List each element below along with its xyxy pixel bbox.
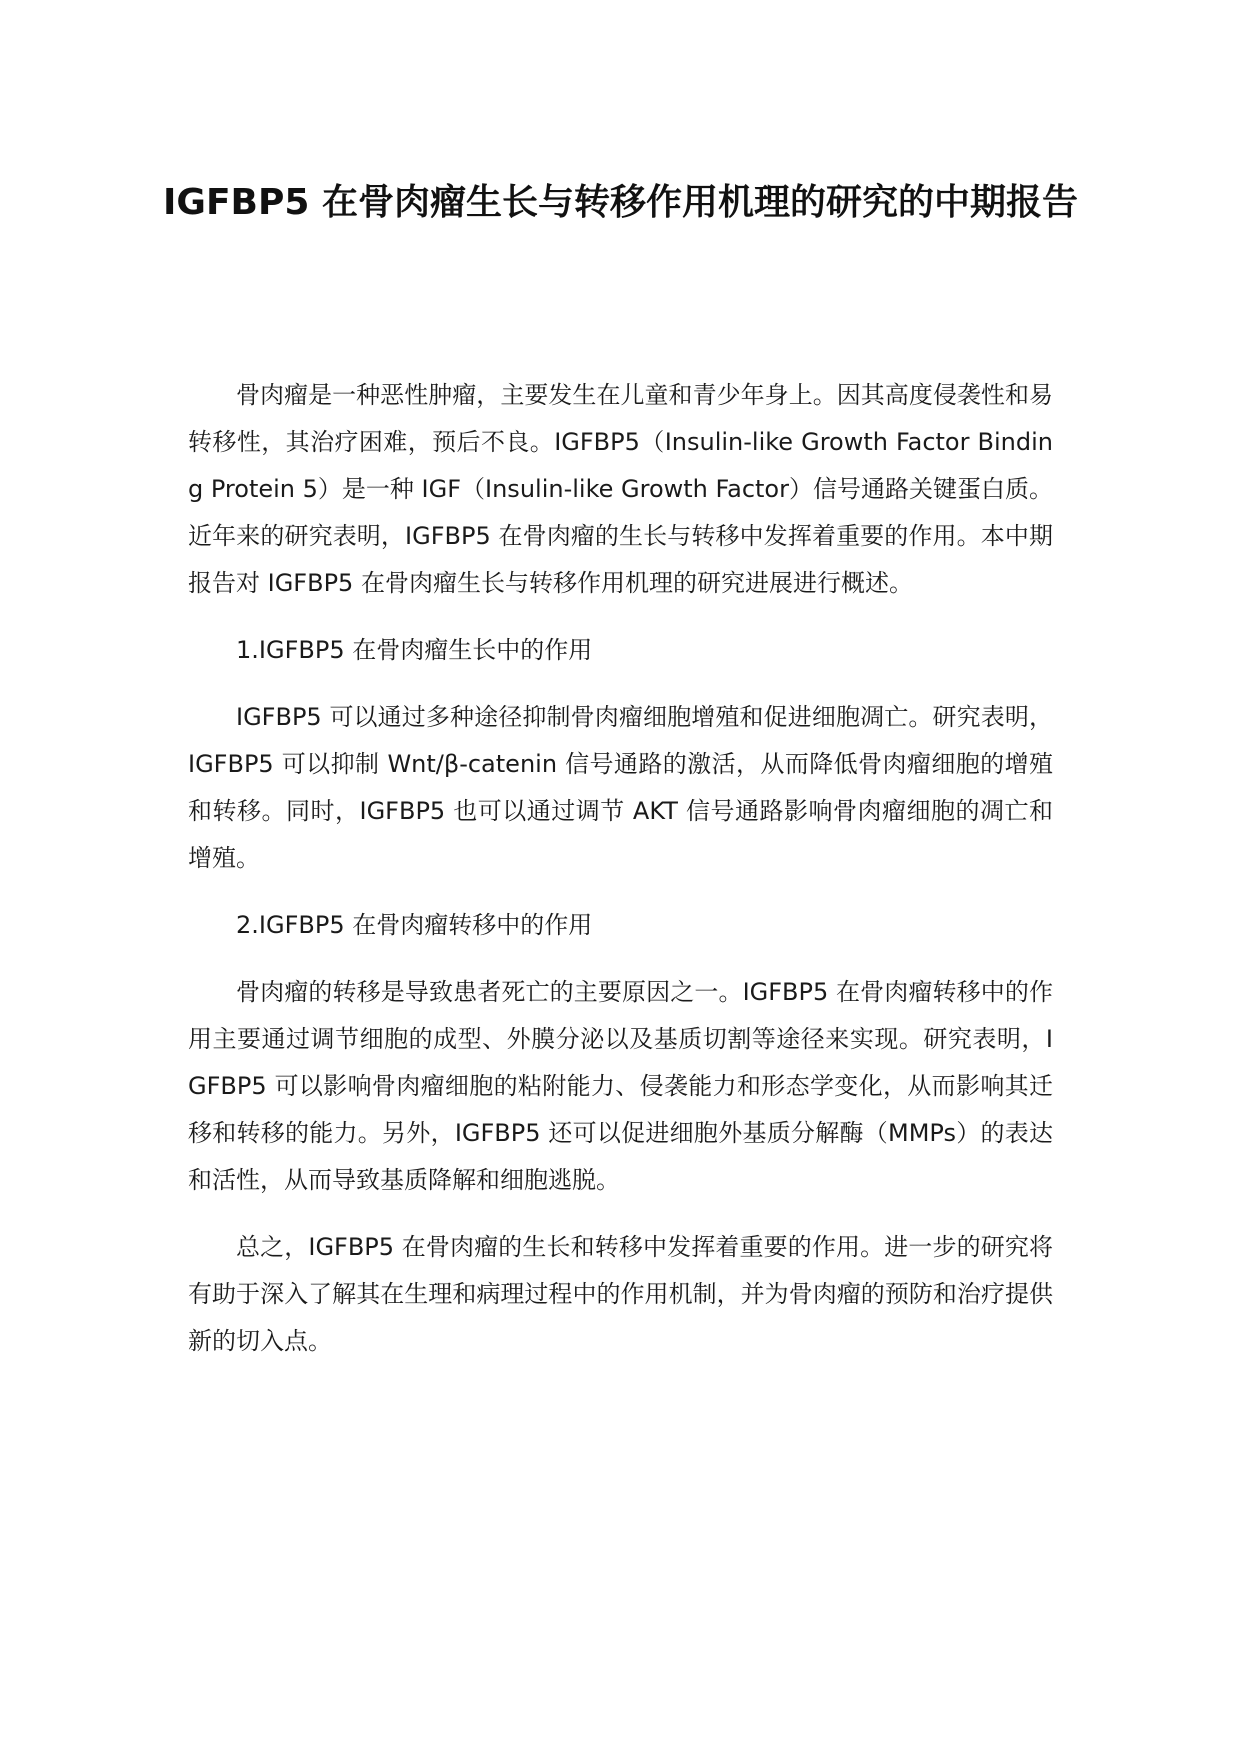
document-title: IGFBP5 在骨肉瘤生长与转移作用机理的研究的中期报告	[163, 182, 1078, 223]
conclusion-paragraph: 总之，IGFBP5 在骨肉瘤的生长和转移中发挥着重要的作用。进一步的研究将有助于深入了解其在生理和病理过程中的作用机制，并为骨肉瘤的预防和治疗提供新的切入点。	[188, 1233, 1053, 1355]
section-heading-metastasis: 2.IGFBP5 在骨肉瘤转移中的作用	[236, 911, 593, 939]
metastasis-paragraph: 骨肉瘤的转移是导致患者死亡的主要原因之一。IGFBP5 在骨肉瘤转移中的作用主要通过调节细胞的成型、外膜分泌以及基质切割等途径来实现。研究表明，IGFBP5 可以影响骨肉瘤细胞的粘附能力、侵袭能力和形态学变化，从而影响其迁移和转移的能力。另外，IGFBP5 还可以促进细胞外基质分解酶（MMPs）的表达和活性，从而导致基质降解和细胞逃脱。	[188, 978, 1053, 1194]
intro-paragraph: 骨肉瘤是一种恶性肿瘤，主要发生在儿童和青少年身上。因其高度侵袭性和易转移性，其治疗困难，预后不良。IGFBP5（Insulin-like Growth Factor Binding Protein 5）是一种 IGF（Insulin-like Growth Factor）信号通路关键蛋白质。近年来的研究表明，IGFBP5 在骨肉瘤的生长与转移中发挥着重要的作用。本中期报告对 IGFBP5 在骨肉瘤生长与转移作用机理的研究进展进行概述。	[188, 381, 1053, 597]
document-body	[188, 372, 1053, 1385]
growth-paragraph: IGFBP5 可以通过多种途径抑制骨肉瘤细胞增殖和促进细胞凋亡。研究表明，IGFBP5 可以抑制 Wnt/β-catenin 信号通路的激活，从而降低骨肉瘤细胞的增殖和转移。同时，IGFBP5 也可以通过调节 AKT 信号通路影响骨肉瘤细胞的凋亡和增殖。	[188, 703, 1053, 872]
section-heading-growth: 1.IGFBP5 在骨肉瘤生长中的作用	[236, 636, 593, 664]
